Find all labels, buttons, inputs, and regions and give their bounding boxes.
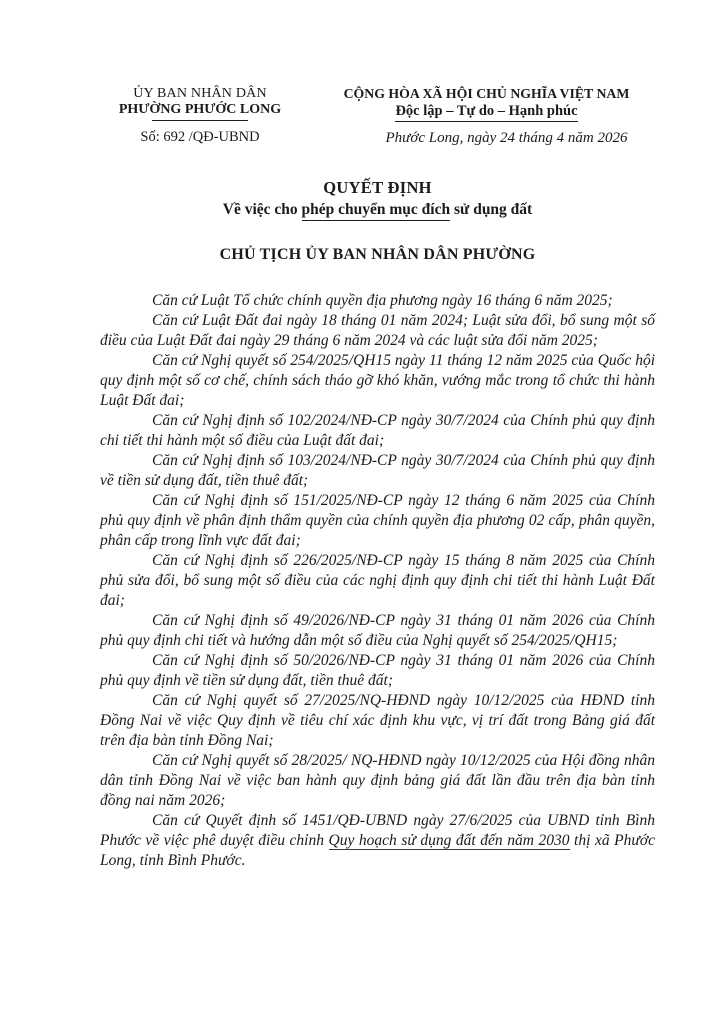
last-paragraph-underlined: Quy hoạch sử dụng đất đến năm 2030 [328, 832, 570, 849]
legal-basis-paragraph: Căn cứ Luật Tổ chức chính quyền địa phương ngày 16 tháng 6 năm 2025; [152, 292, 613, 309]
issuing-authority-name: PHƯỜNG PHƯỚC LONG [118, 102, 282, 117]
decision-title: QUYẾT ĐỊNH [323, 178, 432, 197]
issuing-authority-underline [152, 120, 248, 121]
legal-basis-paragraph-last [100, 811, 655, 871]
national-title: CỘNG HÒA XÃ HỘI CHỦ NGHĨA VIỆT NAM [343, 86, 630, 101]
decision-subject [100, 201, 655, 219]
document-header [100, 86, 655, 147]
legal-basis-paragraph: Căn cứ Nghị định số 49/2026/NĐ-CP ngày 31 tháng 01 năm 2026 của Chính phủ quy định chi tiết và hướng dẫn một số điều của Nghị quyết số 254/2025/QH15; [100, 612, 655, 649]
legal-basis-paragraph: Căn cứ Nghị định số 226/2025/NĐ-CP ngày 15 tháng 8 năm 2025 của Chính phủ sửa đổi, bổ sung một số điều của các nghị định quy định chi tiết thi hành Luật Đất đai; [100, 552, 655, 609]
decision-subject-underlined: phép chuyển mục đích [302, 201, 451, 221]
legal-basis-paragraph: Căn cứ Nghị quyết số 28/2025/ NQ-HĐND ngày 10/12/2025 của Hội đồng nhân dân tỉnh Đồng Nai về việc ban hành quy định bảng giá đất lần đầu trên địa bàn tỉnh đồng nai năm 2026; [100, 752, 655, 809]
legal-basis-paragraph: Căn cứ Nghị định số 102/2024/NĐ-CP ngày 30/7/2024 của Chính phủ quy định chi tiết thi hành một số điều của Luật đất đai; [100, 412, 655, 449]
last-paragraph-suffix: thị xã Phước Long, tỉnh Bình Phước. [100, 832, 655, 869]
last-paragraph-prefix: Căn cứ Quyết định số 1451/QĐ-UBND ngày 27/6/2025 của UBND tỉnh Bình Phước về việc phê duyệt điều chỉnh [100, 812, 655, 849]
title-block [100, 178, 655, 264]
legal-basis-section [100, 291, 655, 871]
authority-title: CHỦ TỊCH ỦY BAN NHÂN DÂN PHƯỜNG [219, 246, 536, 263]
document-number: Số: 692 /QĐ-UBND [140, 129, 260, 145]
legal-basis-paragraph: Căn cứ Nghị quyết số 254/2025/QH15 ngày 11 tháng 12 năm 2025 của Quốc hội quy định một số cơ chế, chính sách tháo gỡ khó khăn, vướng mắc trong tổ chức thi hành Luật Đất đai; [100, 352, 655, 409]
national-header-block [300, 86, 655, 147]
issuing-authority-parent: ỦY BAN NHÂN DÂN [133, 86, 267, 101]
decision-subject-suffix: sử dụng đất [450, 201, 533, 218]
legal-basis-paragraph: Căn cứ Luật Đất đai ngày 18 tháng 01 năm 2024; Luật sửa đổi, bổ sung một số điều của Luật Đất đai ngày 29 tháng 6 năm 2024 và các luật sửa đổi năm 2025; [100, 312, 655, 349]
place-date-line: Phước Long, ngày 24 tháng 4 năm 2026 [385, 130, 628, 146]
issuing-authority-block [100, 86, 300, 146]
legal-basis-paragraph: Căn cứ Nghị định số 50/2026/NĐ-CP ngày 31 tháng 01 năm 2026 của Chính phủ quy định về tiền sử dụng đất, tiền thuê đất; [100, 652, 655, 689]
decision-subject-prefix: Về việc cho [222, 201, 302, 218]
legal-basis-paragraph: Căn cứ Nghị định số 151/2025/NĐ-CP ngày 12 tháng 6 năm 2025 của Chính phủ quy định về phân định thẩm quyền của chính quyền địa phương 02 cấp, phân quyền, phân cấp trong lĩnh vực đất đai; [100, 492, 655, 549]
legal-basis-paragraph: Căn cứ Nghị định số 103/2024/NĐ-CP ngày 30/7/2024 của Chính phủ quy định về tiền sử dụng đất, tiền thuê đất; [100, 452, 655, 489]
national-motto: Độc lập – Tự do – Hạnh phúc [395, 103, 577, 122]
legal-basis-paragraph: Căn cứ Nghị quyết số 27/2025/NQ-HĐND ngày 10/12/2025 của HĐND tỉnh Đồng Nai về việc Quy định về tiêu chí xác định khu vực, vị trí đất trong Bảng giá đất trên địa bàn tỉnh Đồng Nai; [100, 692, 655, 749]
